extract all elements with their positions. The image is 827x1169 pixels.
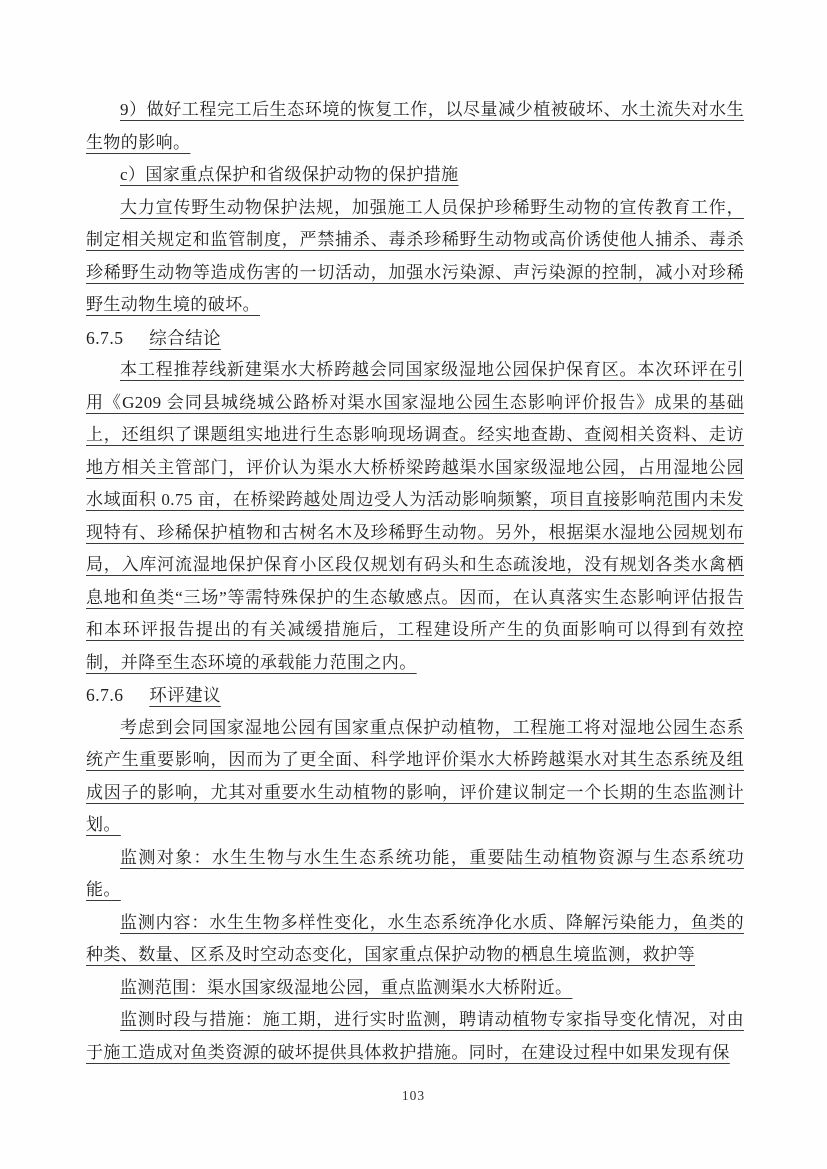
page-content <box>86 94 744 1069</box>
paragraph: 大力宣传野生动物保护法规，加强施工人员保护珍稀野生动物的宣传教育工作，制定相关规定和监管制度，严禁捕杀、毒杀珍稀野生动物或高价诱使他人捕杀、毒杀珍稀野生动物等造成伤害的一切活动，加强水污染源、声污染源的控制，减小对珍稀野生动物生境的破坏。 <box>86 197 744 314</box>
page-footer <box>0 1088 827 1104</box>
section-title: 综合结论 <box>149 327 221 348</box>
paragraph: 9）做好工程完工后生态环境的恢复工作，以尽量减少植被破坏、水土流失对水生生物的影响。 <box>86 100 744 152</box>
section-number: 6.7.5 <box>86 327 124 348</box>
paragraph: 监测时段与措施：施工期，进行实时监测，聘请动植物专家指导变化情况，对由于施工造成对鱼类资源的破坏提供具体救护措施。同时，在建设过程中如果发现有保 <box>86 1010 744 1062</box>
section-heading-6-7-5 <box>86 322 744 355</box>
paragraph: 本工程推荐线新建渠水大桥跨越会同国家级湿地公园保护保育区。本次环评在引用《G209 会同县城绕城公路桥对渠水国家湿地公园生态影响评价报告》成果的基础上，还组织了课题组实地进行生态影响现场调查。经实地查勘、查阅相关资料、走访地方相关主管部门，评价认为渠水大桥桥梁跨越渠水国家级湿地公园，占用湿地公园水域面积 0.75 亩，在桥梁跨越处周边受人为活动影响频繁，项目直接影响范围内未发现特有、珍稀保护植物和古树名木及珍稀野生动物。另外，根据渠水湿地公园规划布局，入库河流湿地保护保育小区段仅规划有码头和生态疏浚地，没有规划各类水禽栖息地和鱼类“三场”等需特殊保护的生态敏感点。因而，在认真落实生态影响评估报告和本环评报告提出的有关减缓措施后，工程建设所产生的负面影响可以得到有效控制，并降至生态环境的承载能力范围之内。 <box>86 360 744 672</box>
page-number: 103 <box>401 1088 426 1103</box>
paragraph: 考虑到会同国家湿地公园有国家重点保护动植物，工程施工将对湿地公园生态系统产生重要影响，因而为了更全面、科学地评价渠水大桥跨越渠水对其生态系统及组成因子的影响，尤其对重要水生动植物的影响，评价建议制定一个长期的生态监测计划。 <box>86 717 744 834</box>
section-title: 环评建议 <box>149 685 221 705</box>
section-heading-6-7-6 <box>86 679 744 712</box>
section-number: 6.7.6 <box>86 685 124 705</box>
paragraph: 监测内容：水生生物多样性变化，水生态系统净化水质、降解污染能力，鱼类的种类、数量、区系及时空动态变化，国家重点保护动物的栖息生境监测，救护等 <box>86 912 744 964</box>
paragraph: c）国家重点保护和省级保护动物的保护措施 <box>120 165 459 184</box>
paragraph: 监测范围：渠水国家级湿地公园，重点监测渠水大桥附近。 <box>120 977 573 997</box>
paragraph: 监测对象：水生生物与水生生态系统功能，重要陆生动植物资源与生态系统功能。 <box>86 847 744 899</box>
